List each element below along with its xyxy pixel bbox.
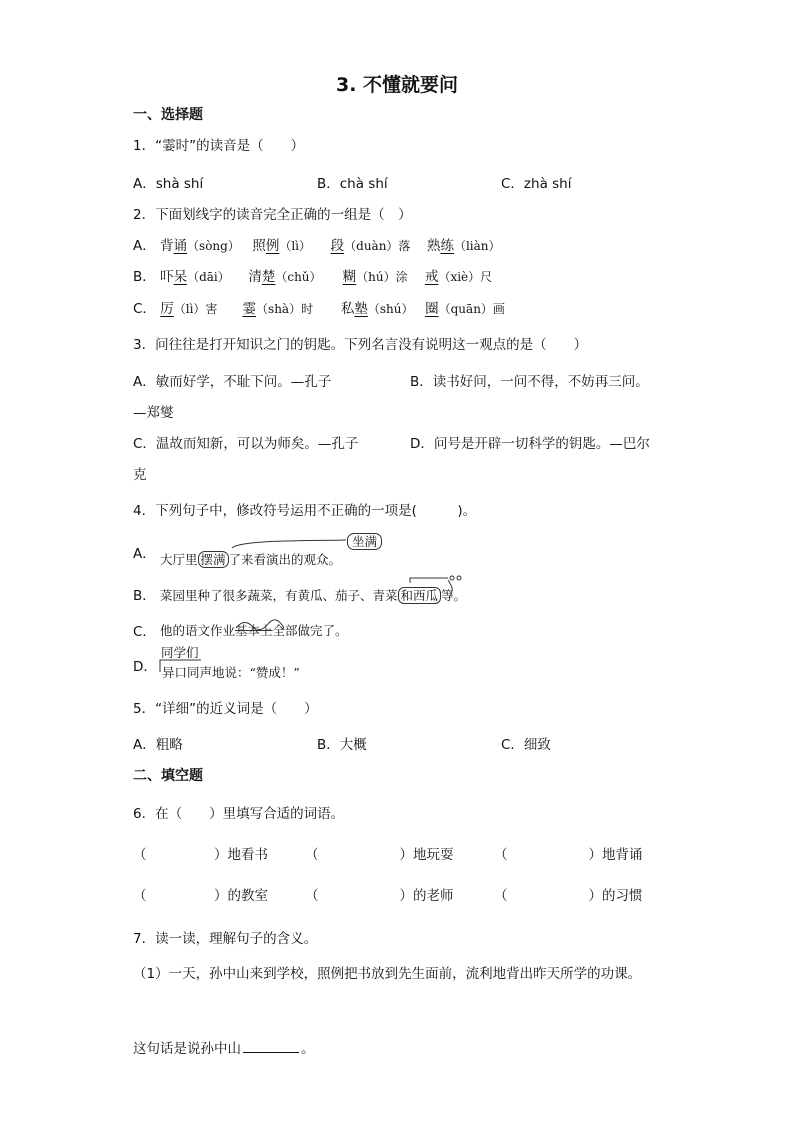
question-3-option-b-continued: —郑燮	[133, 405, 174, 421]
question-5-option-b[interactable]: B．大概	[317, 737, 367, 753]
question-2-option-b[interactable]	[133, 265, 492, 285]
underlined-char: 圈	[425, 301, 439, 317]
inserted-word: 同学们	[161, 645, 199, 660]
pinyin: （lì）害	[173, 302, 218, 316]
question-5-stem: 5．“详细”的近义词是（ ）	[133, 701, 318, 717]
question-3-stem: 3．问往往是打开知识之门的钥匙。下列名言没有说明这一观点的是（ ）	[133, 337, 588, 353]
question-4-option-c-label[interactable]: C．	[133, 624, 156, 640]
question-2-option-c[interactable]	[133, 297, 505, 317]
word-text: 熟	[426, 238, 441, 254]
question-2-option-a[interactable]	[133, 234, 501, 254]
pinyin: （duàn）落	[344, 239, 411, 253]
page-title: 3. 不懂就要问	[335, 74, 459, 96]
question-5-option-c[interactable]: C．细致	[501, 737, 551, 753]
question-4-option-a-label[interactable]: A．	[133, 546, 156, 562]
sentence-text: 菜园里种了很多蔬菜，有黄瓜、茄子、青菜	[160, 588, 398, 603]
question-4-option-c-sentence	[160, 621, 348, 639]
pinyin: （shà）时	[256, 302, 314, 316]
underlined-char: 诵	[173, 238, 188, 254]
question-4-option-d-sentence: 异口同声地说：“赞成！”	[162, 665, 300, 680]
transposition-dot	[457, 576, 461, 580]
pinyin: （quān）画	[438, 302, 505, 316]
sentence-text: 他的语文作业	[160, 623, 236, 638]
underlined-char: 塾	[354, 301, 368, 317]
question-7-sub-1: （1）一天，孙中山来到学校，照例把书放到先生面前，流利地背出昨天所学的功课。	[133, 966, 642, 982]
word-text: 清	[248, 269, 262, 285]
underlined-char: 糊	[342, 269, 357, 285]
question-5-option-a[interactable]: A．粗略	[133, 737, 183, 753]
underlined-char: 段	[330, 238, 345, 254]
word-text: 背	[160, 238, 174, 254]
question-1-option-a[interactable]: A．shà shí	[133, 176, 204, 192]
blank-2-2[interactable]: （ ）的老师	[305, 888, 454, 904]
sentence-text: 等。	[441, 588, 467, 603]
question-2-stem: 2．下面划线字的读音完全正确的一组是（ ）	[133, 207, 412, 223]
question-7-stem: 7．读一读，理解句子的含义。	[133, 931, 318, 947]
question-4-option-a-sentence	[160, 550, 341, 568]
transposition-dot	[450, 576, 454, 580]
struck-word: 基本上	[235, 623, 273, 638]
answer-blank[interactable]	[243, 1051, 299, 1053]
underlined-char: 练	[440, 238, 454, 254]
blank-2-1[interactable]: （ ）的教室	[133, 888, 268, 904]
question-3-option-d-continued: 克	[133, 467, 147, 483]
underlined-char: 呆	[173, 269, 188, 285]
pinyin: （lì）	[279, 239, 312, 253]
pinyin: （sòng）	[187, 239, 240, 253]
pinyin: （shú）	[367, 302, 414, 316]
question-3-option-a[interactable]: A．敏而好学，不耻下问。—孔子	[133, 374, 332, 390]
question-4-option-b-label[interactable]: B．	[133, 588, 156, 604]
answer-suffix: 。	[301, 1041, 315, 1057]
underlined-char: 楚	[261, 269, 276, 285]
option-label: B．	[133, 269, 156, 285]
replacement-line	[232, 540, 346, 548]
circled-word: 摆满	[198, 551, 229, 568]
underlined-char: 例	[265, 238, 280, 254]
word-text: 照	[252, 238, 266, 254]
question-1-stem: 1．“霎时”的读音是（ ）	[133, 138, 305, 154]
question-4-option-b-sentence	[160, 586, 466, 604]
question-3-option-c[interactable]: C．温故而知新，可以为师矣。—孔子	[133, 436, 359, 452]
underlined-char: 厉	[160, 301, 174, 317]
question-3-option-b[interactable]: B．读书好问，一问不得，不妨再三问。	[410, 374, 649, 390]
blank-1-1[interactable]: （ ）地看书	[133, 847, 268, 863]
sentence-text: 大厅里	[160, 552, 198, 567]
pinyin: （liàn）	[453, 239, 501, 253]
underlined-char: 霎	[242, 301, 257, 317]
option-label: A．	[133, 238, 156, 254]
replacement-word: 坐满	[347, 533, 382, 550]
underlined-char: 戒	[424, 269, 439, 285]
option-label: C．	[133, 301, 156, 317]
section-heading-choice: 一、选择题	[133, 107, 203, 123]
sentence-text: 了来看演出的观众。	[228, 552, 342, 567]
pinyin: （chǔ）	[275, 270, 322, 284]
pinyin: （xiè）尺	[438, 270, 493, 284]
question-1-option-b[interactable]: B．chà shí	[317, 176, 388, 192]
word-text: 私	[340, 301, 355, 317]
question-4-option-d-label[interactable]: D．	[133, 659, 157, 675]
section-heading-fill: 二、填空题	[133, 768, 203, 784]
blank-2-3[interactable]: （ ）的习惯	[494, 888, 643, 904]
pinyin: （dāi）	[187, 270, 230, 284]
blank-1-3[interactable]: （ ）地背诵	[494, 847, 643, 863]
pinyin: （hú）涂	[356, 270, 408, 284]
transposition-line	[410, 578, 448, 583]
circled-word: 和西瓜	[398, 587, 442, 604]
question-3-option-d[interactable]: D．问号是开辟一切科学的钥匙。—巴尔	[410, 436, 650, 452]
question-1-option-c[interactable]: C．zhà shí	[501, 176, 572, 192]
answer-prefix: 这句话是说孙中山	[133, 1041, 241, 1057]
sentence-text: 全部做完了。	[272, 623, 348, 638]
question-6-stem: 6．在（ ）里填写合适的词语。	[133, 806, 345, 822]
question-4-stem: 4．下列句子中，修改符号运用不正确的一项是( )。	[133, 503, 477, 519]
word-text: 吓	[160, 269, 174, 285]
question-7-answer-line[interactable]	[133, 1037, 315, 1057]
blank-1-2[interactable]: （ ）地玩耍	[305, 847, 454, 863]
